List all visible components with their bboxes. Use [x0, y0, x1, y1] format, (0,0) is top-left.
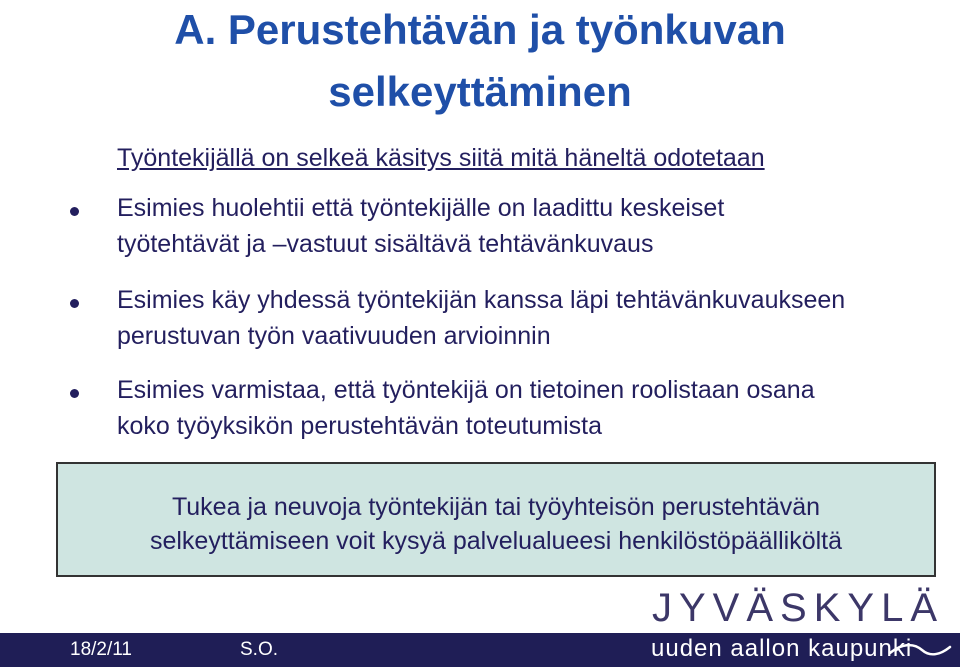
info-box-line2: selkeyttämiseen voit kysyä palvelualueesi henkilöstöpäälliköltä [149, 527, 843, 555]
bullet-text-line2: työtehtävät ja –vastuut sisältävä tehtävänkuvaus [117, 230, 654, 258]
footer-bar [0, 633, 960, 667]
bullet-text-line1: Esimies käy yhdessä työntekijän kanssa läpi tehtävänkuvaukseen [117, 286, 846, 314]
info-box [56, 462, 936, 577]
info-box-line1: Tukea ja neuvoja työntekijän tai työyhteisön perustehtävän [171, 493, 821, 521]
slide-title-line2: selkeyttäminen [328, 68, 632, 115]
wave-icon [888, 641, 952, 659]
bullet-icon [70, 389, 79, 398]
jyvaskyla-logo [652, 586, 945, 630]
logo-wordmark: JYVÄSKYLÄ [652, 586, 945, 630]
slide-title-line1: A. Perustehtävän ja työnkuvan [174, 6, 786, 53]
bullet-text-line2: perustuvan työn vaativuuden arvioinnin [117, 322, 551, 350]
bullet-icon [70, 207, 79, 216]
footer-author: S.O. [240, 639, 279, 660]
footer-date: 18/2/11 [70, 639, 132, 660]
bullet-text-line1: Esimies huolehtii että työntekijälle on laadittu keskeiset [117, 194, 725, 222]
bullet-icon [70, 299, 79, 308]
bullet-text-line1: Esimies varmistaa, että työntekijä on tietoinen roolistaan osana [117, 376, 815, 404]
subheading: Työntekijällä on selkeä käsitys siitä mitä häneltä odotetaan [117, 144, 765, 172]
logo-tagline: uuden aallon kaupunki [651, 635, 913, 662]
slide-title [0, 0, 960, 120]
bullet-text-line2: koko työyksikön perustehtävän toteutumista [117, 412, 602, 440]
